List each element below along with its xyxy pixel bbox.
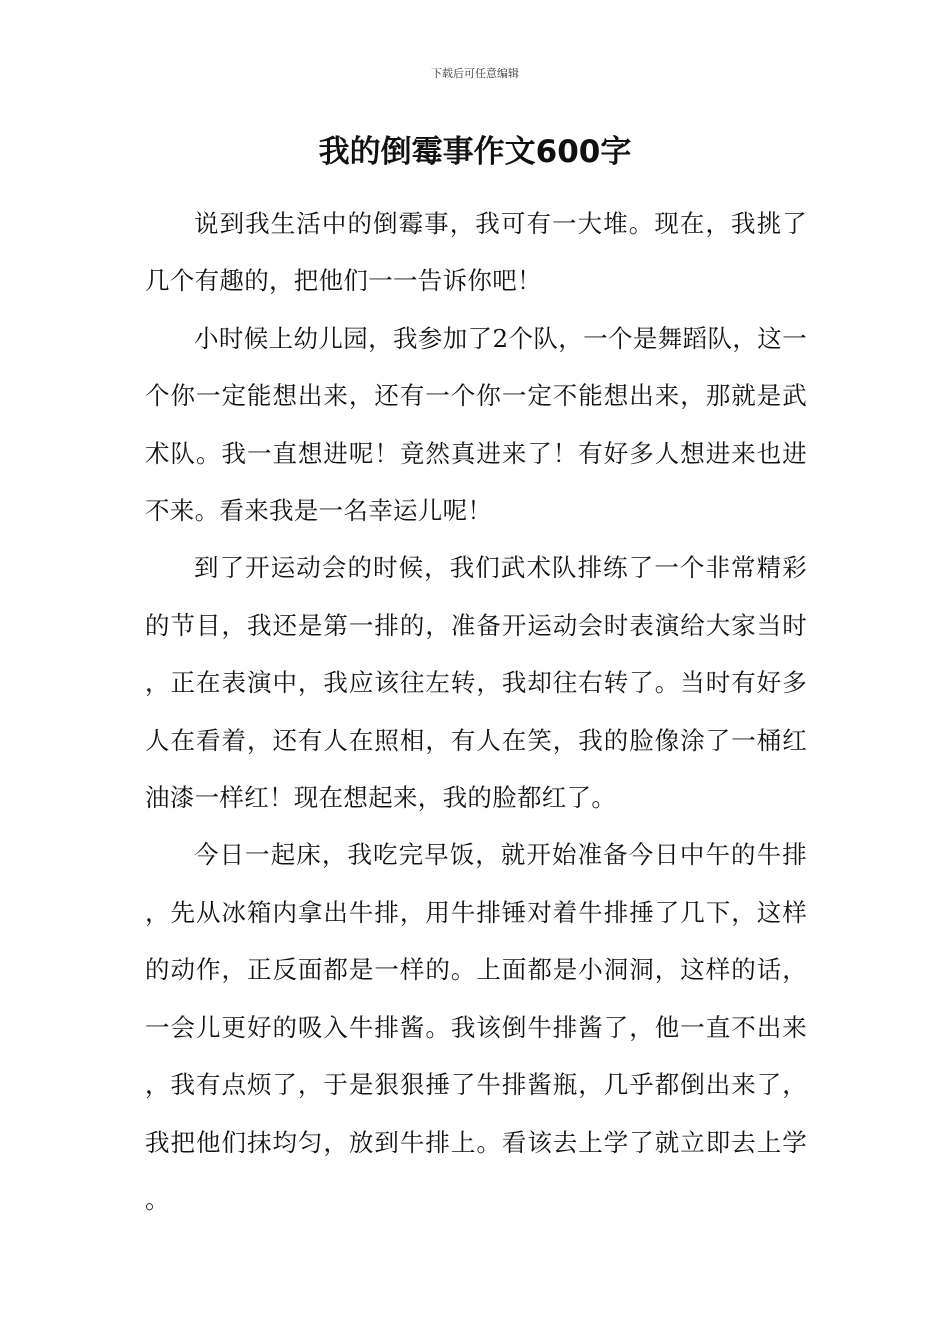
paragraph-1: 说到我生活中的倒霉事，我可有一大堆。现在，我挑了几个有趣的，把他们一一告诉你吧！ (145, 209, 807, 296)
paragraph-4: 今日一起床，我吃完早饭，就开始准备今日中午的牛排，先从冰箱内拿出牛排，用牛排锤对着牛排捶了几下，这样的动作，正反面都是一样的。上面都是小洞洞，这样的话，一会儿更好的吸入牛排酱。我该倒牛排酱了，他一直不出来，我有点烦了，于是狠狠捶了牛排酱瓶，几乎都倒出来了，我把他们抹均匀，放到牛排上。看该去上学了就立即去上学。 (145, 840, 807, 1214)
paragraph-2: 小时候上幼儿园，我参加了2个队，一个是舞蹈队，这一个你一定能想出来，还有一个你一定不能想出来，那就是武术队。我一直想进呢！竟然真进来了！有好多人想进来也进不来。看来我是一名幸运儿呢！ (145, 323, 807, 526)
document-title: 我的倒霉事作文600字 (318, 134, 632, 170)
header-note: 下载后可任意编辑 (431, 67, 519, 80)
document-body (145, 195, 807, 1228)
paragraph-3: 到了开运动会的时候，我们武术队排练了一个非常精彩的节目，我还是第一排的，准备开运动会时表演给大家当时，正在表演中，我应该往左转，我却往右转了。当时有好多人在看着，还有人在照相，有人在笑，我的脸像涂了一桶红油漆一样红！现在想起来，我的脸都红了。 (145, 553, 807, 813)
